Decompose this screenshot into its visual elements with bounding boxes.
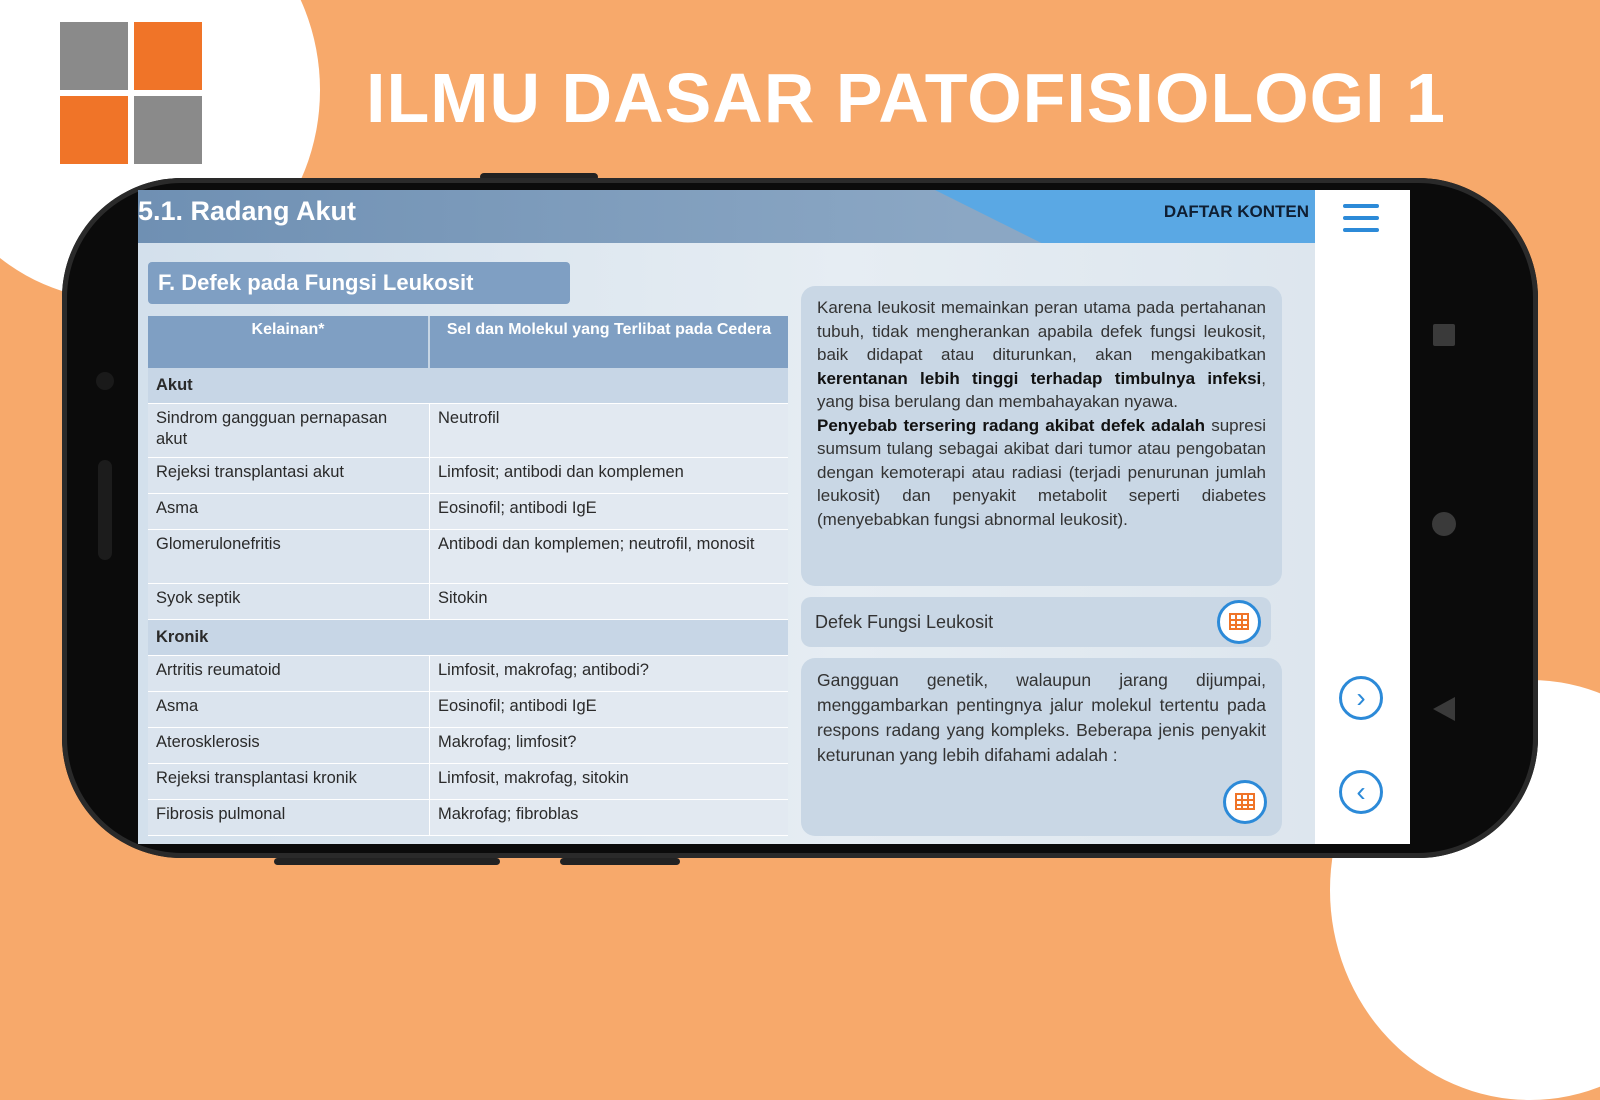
content-area	[138, 190, 1315, 844]
group-label: Kronik	[156, 628, 209, 646]
explanation-text-emphasis: kerentanan lebih tinggi terhadap timbulnya infeksi	[817, 368, 1262, 388]
defek-fungsi-leukosit-card[interactable]	[801, 597, 1271, 647]
android-home-icon[interactable]	[1432, 512, 1456, 536]
daftar-konten-link[interactable]: DAFTAR KONTEN	[1163, 202, 1309, 221]
explanation-text-part: Karena leukosit memainkan peran utama pada pertahanan tubuh, tidak mengherankan apabila defek fungsi leukosit, baik didapat atau diturunkan, akan mengakibatkan	[817, 298, 1266, 364]
table-icon[interactable]	[1223, 780, 1267, 824]
table-cell: Aterosklerosis	[148, 728, 430, 763]
table-cell: Limfosit, makrofag; antibodi?	[430, 656, 788, 691]
table-icon-grid	[1229, 613, 1249, 630]
table-cell: Makrofag; limfosit?	[430, 728, 788, 763]
previous-page-button[interactable]: ‹	[1339, 770, 1383, 814]
android-back-icon[interactable]	[1433, 697, 1455, 721]
table-cell: Rejeksi transplantasi akut	[148, 458, 430, 493]
table-cell: Eosinofil; antibodi IgE	[430, 494, 788, 529]
menu-icon-bar	[1343, 228, 1379, 232]
table-cell: Fibrosis pulmonal	[148, 800, 430, 835]
genetic-disorders-text	[801, 658, 1282, 836]
logo-square	[60, 22, 128, 90]
table-group-row	[148, 368, 788, 404]
logo-square	[134, 22, 202, 90]
table-row	[148, 584, 788, 620]
table-cell: Neutrofil	[430, 404, 788, 457]
explanation-text-part: , yang bisa berulang dan membahayakan nyawa.	[817, 368, 1266, 411]
table-icon-grid	[1235, 793, 1255, 810]
logo-square	[134, 96, 202, 164]
app-screen	[138, 190, 1410, 844]
card-label: Defek Fungsi Leukosit	[815, 612, 994, 632]
top-bar	[138, 190, 1315, 243]
table-cell: Sitokin	[430, 584, 788, 619]
table-row	[148, 530, 788, 584]
table-cell: Limfosit; antibodi dan komplemen	[430, 458, 788, 493]
android-recents-icon[interactable]	[1433, 324, 1455, 346]
section-title: F. Defek pada Fungsi Leukosit	[148, 262, 570, 304]
disorder-table	[148, 316, 788, 836]
table-cell: Syok septik	[148, 584, 430, 619]
column-header: Sel dan Molekul yang Terlibat pada Cedera	[446, 321, 772, 338]
phone-button	[560, 858, 680, 865]
table-cell: Asma	[148, 494, 430, 529]
app-logo	[60, 22, 202, 164]
genetic-text: Gangguan genetik, walaupun jarang dijumpai, menggambarkan pentingnya jalur molekul tertentu pada respons radang yang kompleks. Beberapa jenis penyakit keturunan yang lebih difahami adalah :	[817, 670, 1266, 765]
phone-button	[274, 858, 500, 865]
logo-square	[60, 96, 128, 164]
table-row	[148, 656, 788, 692]
table-cell: Glomerulonefritis	[148, 530, 430, 583]
column-header: Kelainan*	[148, 316, 430, 368]
next-page-button[interactable]: ›	[1339, 676, 1383, 720]
menu-icon-bar	[1343, 204, 1379, 208]
explanation-text-emphasis: Penyebab tersering radang akibat defek adalah	[817, 415, 1206, 435]
side-nav-panel	[1315, 190, 1410, 844]
table-cell: Rejeksi transplantasi kronik	[148, 764, 430, 799]
table-row	[148, 764, 788, 800]
table-cell: Asma	[148, 692, 430, 727]
banner-title: ILMU DASAR PATOFISIOLOGI 1	[366, 59, 1446, 137]
table-cell: Antibodi dan komplemen; neutrofil, monosit	[430, 530, 788, 583]
table-icon[interactable]	[1217, 600, 1261, 644]
table-cell: Makrofag; fibroblas	[430, 800, 788, 835]
group-label: Akut	[156, 376, 193, 394]
table-group-row	[148, 620, 788, 656]
explanation-text-part: supresi sumsum tulang sebagai akibat dari tumor atau pengobatan dengan kemoterapi atau radiasi (terjadi penurunan jumlah leukosit) dan penyakit metabolit seperti diabetes (menyebabkan fungsi abnormal leukosit).	[817, 415, 1266, 529]
table-row	[148, 692, 788, 728]
phone-sensor	[98, 460, 112, 560]
page-title: 5.1. Radang Akut	[138, 196, 357, 226]
table-row	[148, 800, 788, 836]
table-header	[148, 316, 788, 368]
table-row	[148, 404, 788, 458]
explanation-text	[801, 286, 1282, 586]
table-row	[148, 458, 788, 494]
menu-icon-bar	[1343, 216, 1379, 220]
menu-icon[interactable]	[1343, 204, 1379, 234]
table-row	[148, 494, 788, 530]
table-cell: Limfosit, makrofag, sitokin	[430, 764, 788, 799]
camera-icon	[96, 372, 114, 390]
table-cell: Sindrom gangguan pernapasan akut	[148, 404, 430, 457]
table-cell: Eosinofil; antibodi IgE	[430, 692, 788, 727]
table-cell: Artritis reumatoid	[148, 656, 430, 691]
table-row	[148, 728, 788, 764]
